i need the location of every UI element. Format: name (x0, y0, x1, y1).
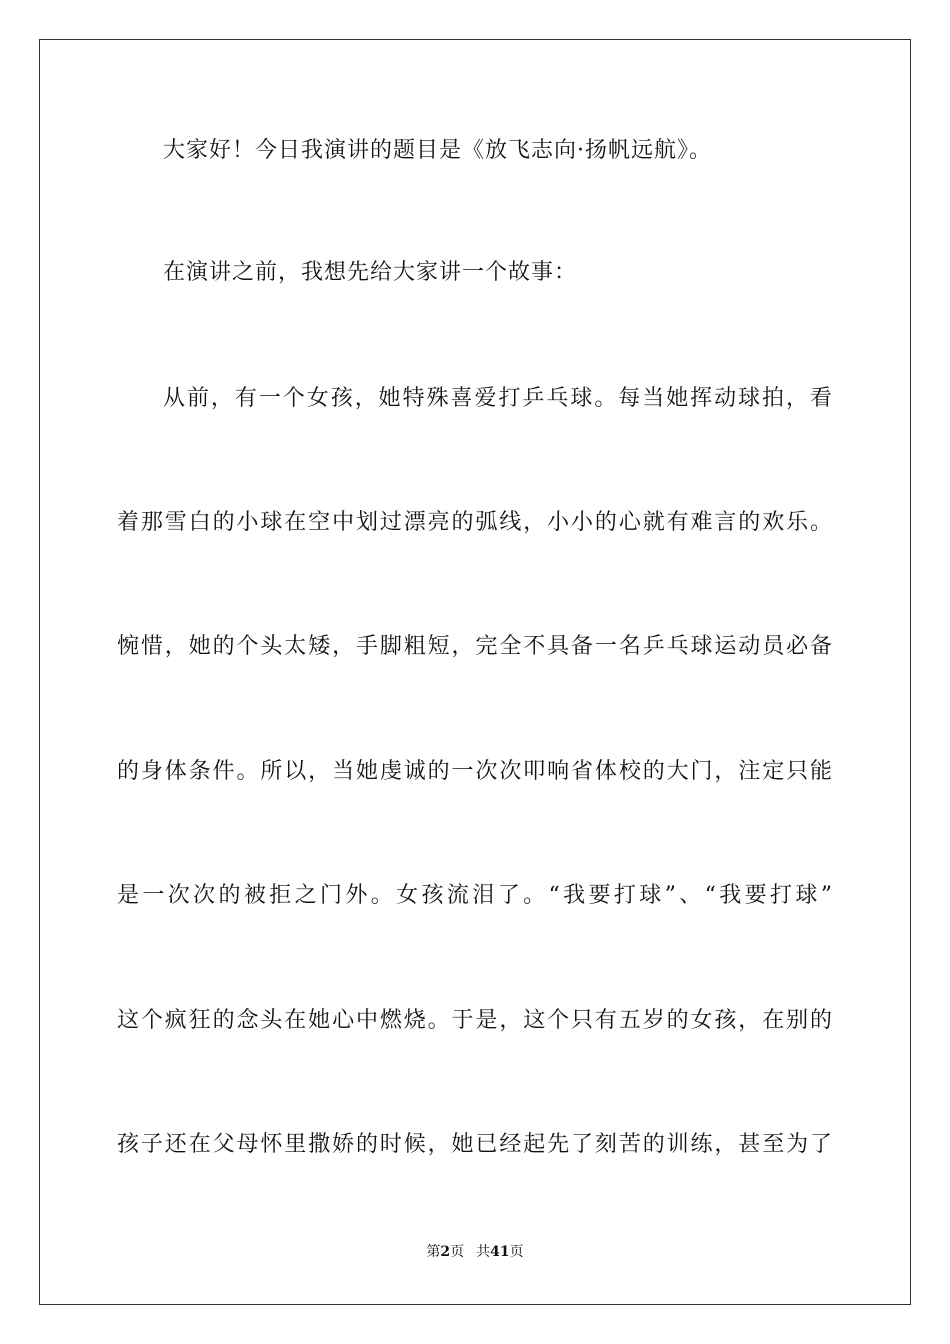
paragraph-story-line-1: 从前，有一个女孩，她特殊喜爱打乒乓球。每当她挥动球拍，看 (163, 386, 833, 411)
footer-page-prefix: 第 (426, 1244, 441, 1260)
paragraph-story-line-3: 惋惜，她的个头太矮，手脚粗短，完全不具备一名乒乓球运动员必备 (117, 634, 833, 659)
paragraph-story-line-6: 这个疯狂的念头在她心中燃烧。于是，这个只有五岁的女孩，在别的 (117, 1008, 833, 1033)
paragraph-greeting: 大家好！今日我演讲的题目是《放飞志向·扬帆远航》。 (163, 138, 712, 163)
footer-total-number: 41 (490, 1244, 510, 1260)
paragraph-story-line-4: 的身体条件。所以，当她虔诚的一次次叩响省体校的大门，注定只能 (117, 759, 833, 784)
footer-page-number: 2 (440, 1244, 451, 1260)
page-frame (39, 39, 911, 1305)
paragraph-intro: 在演讲之前，我想先给大家讲一个故事： (163, 260, 578, 285)
page-footer (0, 1242, 950, 1262)
paragraph-story-line-5: 是一次次的被拒之门外。女孩流泪了。“我要打球”、“我要打球” (117, 883, 833, 908)
paragraph-story-line-2: 着那雪白的小球在空中划过漂亮的弧线，小小的心就有难言的欢乐。 (117, 510, 833, 535)
paragraph-story-line-7: 孩子还在父母怀里撒娇的时候，她已经起先了刻苦的训练，甚至为了 (117, 1132, 833, 1157)
footer-total-suffix: 页 (509, 1244, 524, 1260)
footer-page-suffix: 页 (450, 1244, 465, 1260)
footer-total-prefix: 共 (476, 1244, 491, 1260)
